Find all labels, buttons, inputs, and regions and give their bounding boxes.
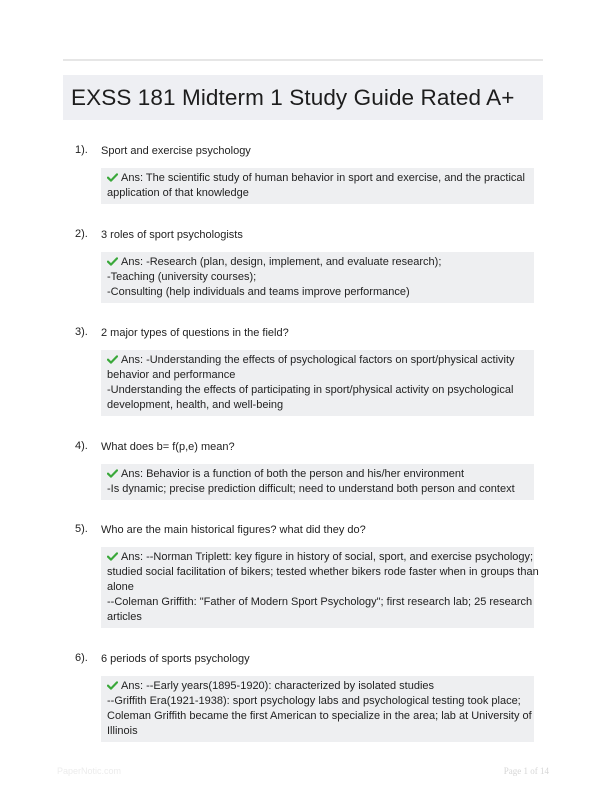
check-icon bbox=[107, 552, 118, 561]
answer-line bbox=[107, 550, 534, 565]
check-icon bbox=[107, 681, 118, 690]
question-item bbox=[75, 144, 545, 204]
answer-line bbox=[107, 353, 528, 368]
question-row bbox=[75, 523, 545, 536]
answer-line bbox=[107, 171, 528, 186]
question-row bbox=[75, 228, 545, 241]
answer-box bbox=[101, 168, 534, 204]
answer-line bbox=[107, 255, 528, 270]
question-number: 2). bbox=[75, 228, 88, 240]
answer-line bbox=[107, 610, 528, 625]
answer-text: Ans: -Research (plan, design, implement, and evaluate research); bbox=[121, 256, 442, 268]
answer-box bbox=[101, 350, 534, 416]
answer-text: articles bbox=[107, 611, 142, 624]
answer-text: -Is dynamic; precise prediction difficult; need to understand both person and context bbox=[107, 483, 515, 496]
check-icon bbox=[107, 469, 118, 478]
answer-line bbox=[107, 467, 528, 482]
answer-line bbox=[107, 709, 532, 724]
answer-text: studied social facilitation of bikers; tested whether bikers rode faster when in groups than bbox=[107, 566, 539, 579]
answer-text: Ans: Behavior is a function of both the person and his/her environment bbox=[121, 468, 465, 480]
question-text: What does b= f(p,e) mean? bbox=[101, 441, 235, 453]
question-number: 4). bbox=[75, 440, 88, 452]
question-item bbox=[75, 440, 545, 500]
answer-box bbox=[101, 676, 534, 742]
answer-text: Ans: --Early years(1895-1920): characterized by isolated studies bbox=[121, 680, 435, 692]
answer-line bbox=[107, 383, 528, 398]
answer-line bbox=[107, 186, 528, 201]
answer-box bbox=[101, 547, 539, 628]
question-text: 2 major types of questions in the field? bbox=[101, 327, 289, 339]
answer-box bbox=[101, 252, 534, 303]
question-text: 3 roles of sport psychologists bbox=[101, 229, 243, 241]
question-number: 3). bbox=[75, 326, 88, 338]
footer-watermark: PaperNotic.com bbox=[57, 766, 122, 776]
question-row bbox=[75, 326, 545, 339]
answer-line bbox=[107, 724, 528, 739]
check-icon bbox=[107, 257, 118, 266]
answer-box bbox=[101, 464, 534, 500]
question-text: Who are the main historical figures? what did they do? bbox=[101, 524, 366, 536]
answer-text: Illinois bbox=[107, 725, 138, 738]
answer-text: Ans: --Norman Triplett: key figure in history of social, sport, and exercise psychology; bbox=[121, 551, 534, 563]
question-text: Sport and exercise psychology bbox=[101, 145, 251, 157]
answer-text: application of that knowledge bbox=[107, 187, 249, 200]
question-row bbox=[75, 652, 545, 665]
answer-line bbox=[107, 368, 528, 383]
answer-text: -Consulting (help individuals and teams improve performance) bbox=[107, 286, 410, 299]
answer-text: -Teaching (university courses); bbox=[107, 271, 257, 284]
answer-line bbox=[107, 482, 528, 497]
check-icon bbox=[107, 173, 118, 182]
answer-line bbox=[107, 595, 533, 610]
question-item bbox=[75, 652, 545, 742]
question-row bbox=[75, 440, 545, 453]
answer-line bbox=[107, 565, 539, 580]
question-number: 1). bbox=[75, 144, 88, 156]
answer-line bbox=[107, 679, 528, 694]
question-item bbox=[75, 228, 545, 303]
answer-text: development, health, and well-being bbox=[107, 399, 284, 412]
answer-text: behavior and performance bbox=[107, 369, 236, 382]
answer-text: Ans: The scientific study of human behavior in sport and exercise, and the practical bbox=[121, 172, 525, 184]
question-text: 6 periods of sports psychology bbox=[101, 653, 250, 665]
answer-text: -Understanding the effects of participating in sport/physical activity on psychological bbox=[107, 384, 514, 397]
question-item bbox=[75, 523, 545, 628]
answer-line bbox=[107, 694, 528, 709]
answer-line bbox=[107, 398, 528, 413]
document-title: EXSS 181 Midterm 1 Study Guide Rated A+ bbox=[71, 84, 515, 110]
answer-text: --Griffith Era(1921-1938): sport psychology labs and psychological testing took place; bbox=[107, 695, 521, 708]
answer-line bbox=[107, 285, 528, 300]
answer-text: alone bbox=[107, 581, 134, 594]
question-row bbox=[75, 144, 545, 157]
answer-text: Coleman Griffith became the first American to specialize in the area; lab at University of bbox=[107, 710, 532, 723]
top-divider bbox=[63, 59, 543, 61]
title-banner bbox=[63, 75, 543, 120]
page-number: Page 1 of 14 bbox=[503, 766, 549, 776]
question-number: 5). bbox=[75, 523, 88, 535]
question-item bbox=[75, 326, 545, 416]
answer-text: Ans: -Understanding the effects of psychological factors on sport/physical activity bbox=[121, 354, 515, 366]
answer-line bbox=[107, 580, 528, 595]
question-number: 6). bbox=[75, 652, 88, 664]
answer-text: --Coleman Griffith: "Father of Modern Sport Psychology"; first research lab; 25 research bbox=[107, 596, 533, 609]
check-icon bbox=[107, 355, 118, 364]
answer-line bbox=[107, 270, 528, 285]
